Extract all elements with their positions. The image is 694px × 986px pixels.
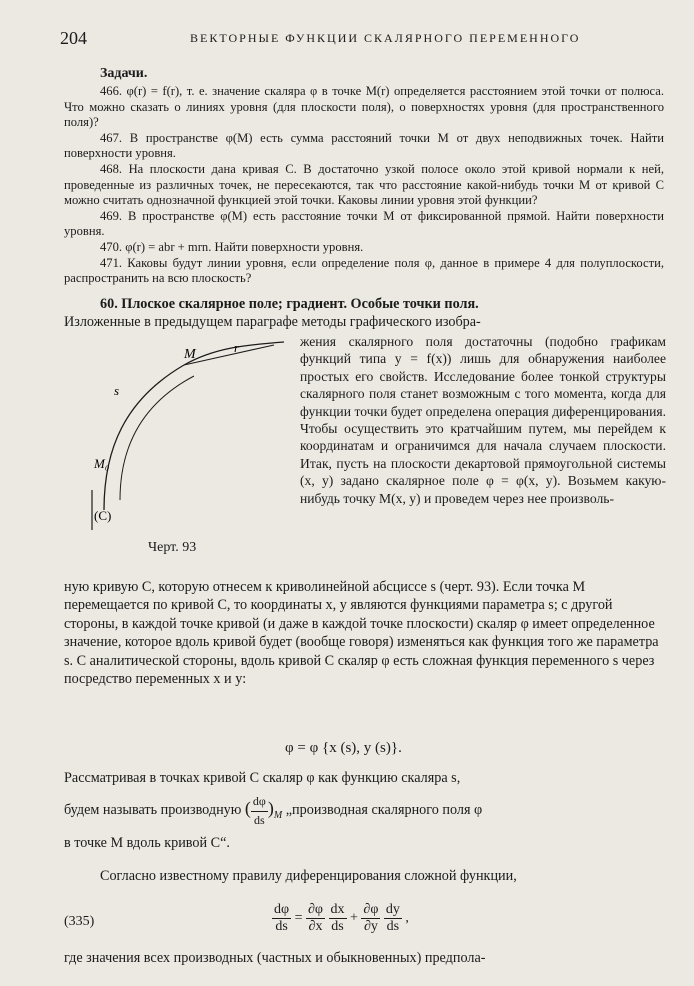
- wrapped-paragraph: жения скалярного поля достаточны (подобно графикам функций типа y = f(x)) лишь для обнаружения наиболее простых его свойств. Исследование более тонкой структуры скалярного поля станет возможным с того момента, когда для функции точки будет определена операция диференцирования. Чтобы осуществить это кратчайшим путем, мы перейдем к координатам и ограничимся для начала случаем плоскости. Итак, пусть на плоскости декартовой прямоугольной системы (x, y) задано скалярное поле φ = φ(x, y). Возьмем какую-нибудь точку M(x, y) и проведем через нее произволь-: [300, 334, 666, 506]
- figure-93: [84, 340, 284, 540]
- last-line: где значения всех производных (частных и обыкновенных) предпола-: [64, 950, 486, 966]
- label-c: (C): [94, 508, 112, 523]
- running-title: ВЕКТОРНЫЕ ФУНКЦИИ СКАЛЯРНОГО ПЕРЕМЕННОГО: [190, 31, 581, 45]
- paragraph-after-figure: ную кривую C, которую отнесем к криволинейной абсциссе s (черт. 93). Если точка M перемещается по кривой C, то координаты x, y являются функциями параметра s; с другой стороны, в каждой точке кривой (и даже в каждой точке плоскости) скаляр φ имеет определенное значение, которое вдоль кривой будет (вообще говоря) изменяться как функция того же параметра s. С аналитической стороны, вдоль кривой C скаляр φ есть сложная функция переменного s через посредство переменных x и y:: [64, 579, 659, 688]
- task-item: 470. φ(r) = abr + mrn. Найти поверхности уровня.: [100, 239, 364, 254]
- page-header: [60, 28, 650, 50]
- tasks-list: [64, 84, 664, 287]
- task-item: 471. Каковы будут линии уровня, если определение поля φ, данное в примере 4 для полуплоскости, распространить на всю плоскость?: [64, 255, 664, 286]
- section-title: 60. Плоское скалярное поле; градиент. Особые точки поля.: [100, 296, 479, 312]
- page-number: 204: [60, 28, 87, 48]
- label-r: r: [234, 340, 240, 355]
- section-first-line: Изложенные в предыдущем параграфе методы графического изобра-: [64, 313, 481, 330]
- task-item: 466. φ(r) = f(r), т. е. значение скаляра φ в точке M(r) определяется расстоянием этой точки от полюса. Что можно сказать о линиях уровня (для плоскости поля), о поверхностях уровня (для пространственного поля)?: [64, 84, 664, 130]
- equation-body: $\frac{d\varphi}{ds}$ = $\frac{\partial\varphi}{\partial x}$ $\frac{dx}{ds}$ + $\frac{\partial\varphi}{\partial y}$ $\frac{dy}{ds}$ ,: [274, 902, 409, 934]
- figure-caption: Черт. 93: [148, 540, 197, 555]
- tasks-heading: Задачи.: [100, 66, 148, 81]
- task-item: 467. В пространстве φ(M) есть сумма расстояний точки M от двух неподвижных точек. Найти поверхности уровня.: [64, 130, 664, 161]
- label-m: M: [184, 347, 196, 362]
- equation-label: (335): [64, 914, 95, 929]
- formula-phi: φ = φ {x (s), y (s)}.: [285, 740, 402, 756]
- label-s: s: [114, 383, 120, 398]
- task-item: 468. На плоскости дана кривая C. В достаточно узкой полосе около этой кривой нормали к ней, проведенные из различных точек, не пересекаются, так что расстояние какой-нибудь точки M от кривой C можно считать однозначной функцией этой точки. Каковы линии уровня этой функции?: [64, 161, 664, 208]
- curve-c: [104, 342, 284, 510]
- paragraph-2: [64, 770, 666, 853]
- section-60: [64, 296, 666, 331]
- paragraph-2-derivative-line: будем называть производную ( $\frac{d\varphi}{ds}$ )$_M$ „производная скалярного поля φ: [64, 794, 483, 827]
- task-item: 469. В пространстве φ(M) есть расстояние точки M от фиксированной прямой. Найти поверхности уровня.: [64, 208, 664, 239]
- curve-offset: [120, 376, 194, 500]
- paragraph-2-line: Рассматривая в точках кривой C скаляр φ как функцию скаляра s,: [64, 770, 461, 786]
- label-m0: M₀: [94, 456, 110, 471]
- paragraph-2-line: в точке M вдоль кривой C“.: [64, 835, 230, 852]
- paragraph-3: Согласно известному правилу диференцирования сложной функции,: [100, 868, 517, 884]
